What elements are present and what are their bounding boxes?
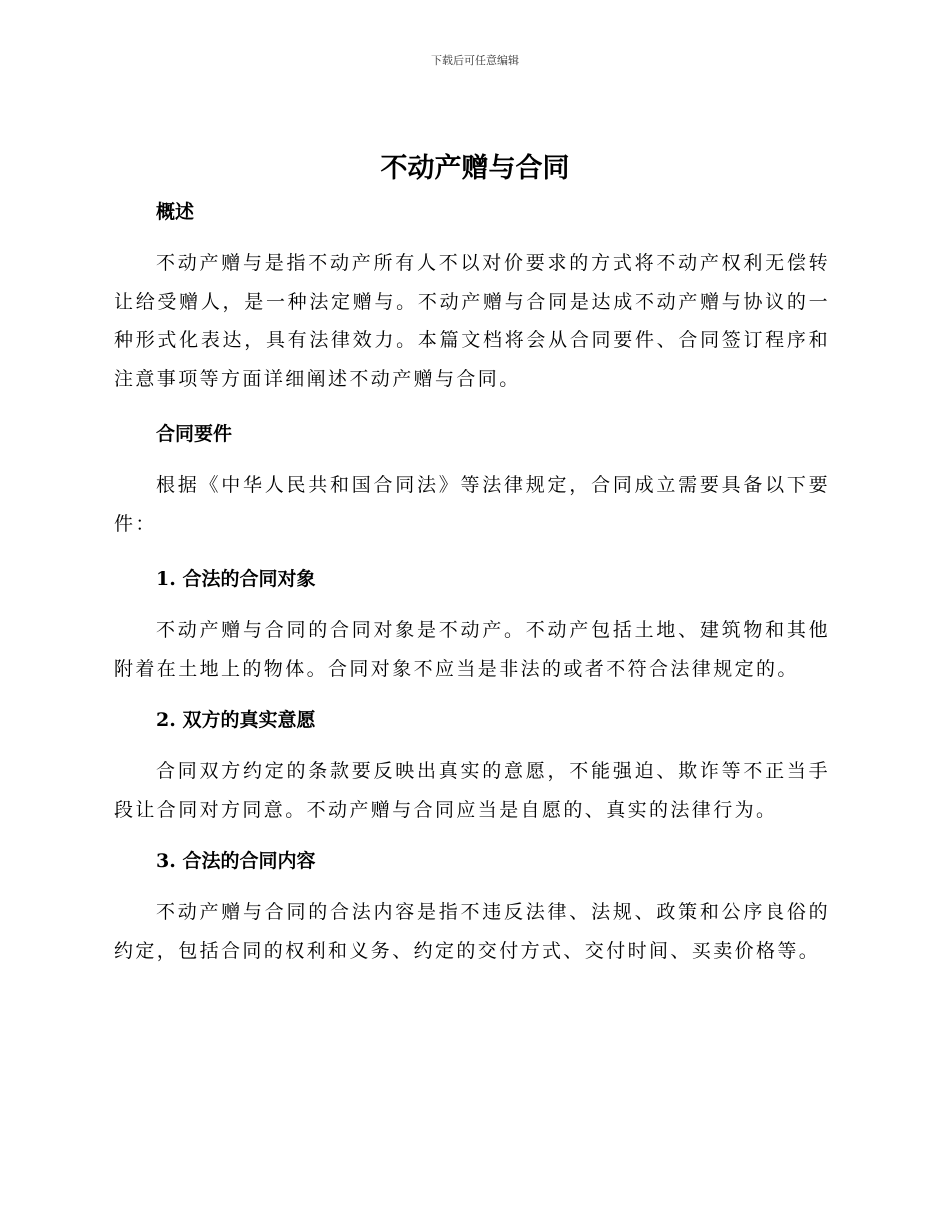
section-heading-overview: 概述 bbox=[156, 201, 195, 223]
section-paragraph-true-intention: 合同双方约定的条款要反映出真实的意愿，不能强迫、欺诈等不正当手段让合同对方同意。不动产赠与合同应当是自愿的、真实的法律行为。 bbox=[114, 760, 830, 821]
section-paragraph-contract-elements: 根据《中华人民共和国合同法》等法律规定，合同成立需要具备以下要件： bbox=[114, 474, 830, 535]
section-heading-true-intention: 2. 双方的真实意愿 bbox=[156, 709, 316, 731]
document-body bbox=[114, 190, 830, 970]
section-heading-contract-elements: 合同要件 bbox=[156, 423, 233, 445]
section-heading-legal-content: 3. 合法的合同内容 bbox=[156, 850, 316, 872]
section-heading-legal-object: 1. 合法的合同对象 bbox=[156, 568, 316, 590]
section-paragraph-overview: 不动产赠与是指不动产所有人不以对价要求的方式将不动产权利无偿转让给受赠人，是一种法定赠与。不动产赠与合同是达成不动产赠与协议的一种形式化表达，具有法律效力。本篇文档将会从合同要件、合同签订程序和注意事项等方面详细阐述不动产赠与合同。 bbox=[114, 252, 830, 390]
section-paragraph-legal-content: 不动产赠与合同的合法内容是指不违反法律、法规、政策和公序良俗的约定，包括合同的权利和义务、约定的交付方式、交付时间、买卖价格等。 bbox=[114, 901, 830, 962]
section-paragraph-legal-object: 不动产赠与合同的合同对象是不动产。不动产包括土地、建筑物和其他附着在土地上的物体。合同对象不应当是非法的或者不符合法律规定的。 bbox=[114, 619, 830, 680]
document-title: 不动产赠与合同 bbox=[380, 153, 570, 184]
page-header-note: 下载后可任意编辑 bbox=[431, 54, 519, 67]
